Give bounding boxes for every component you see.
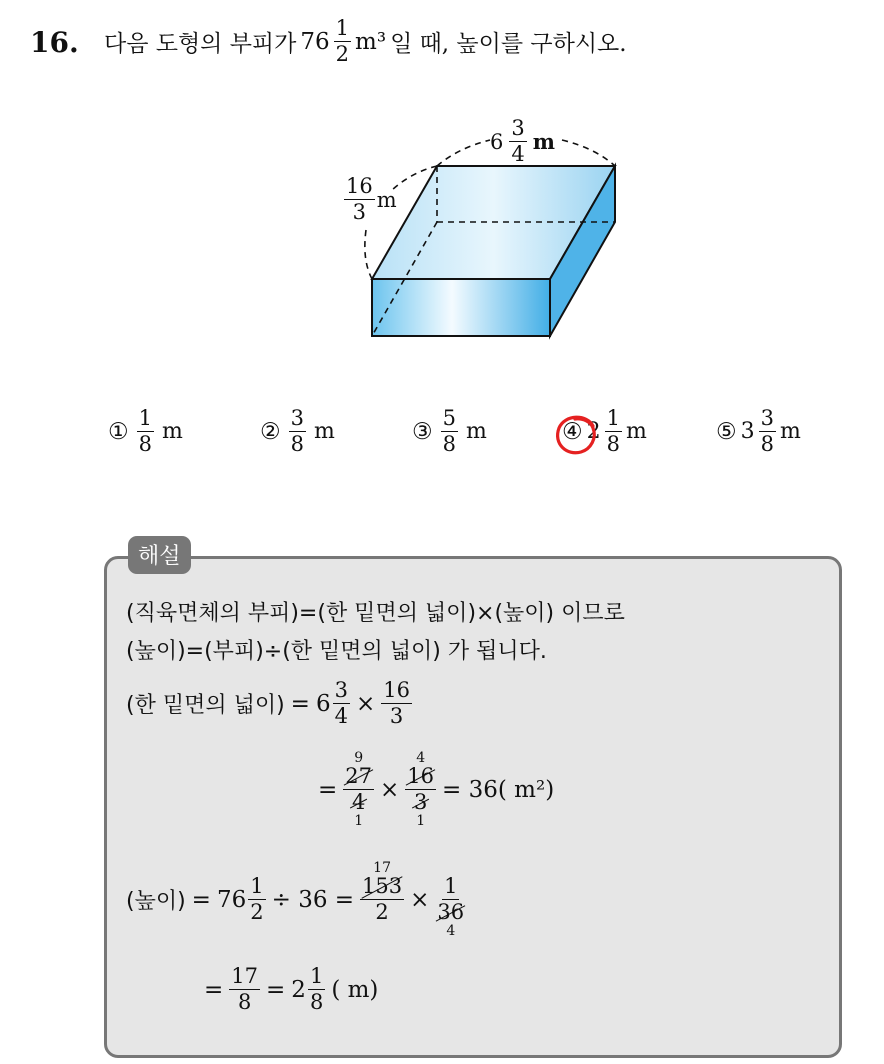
solution-line-4: = 9 $\frac{27}{4}$ 1 × 4 $\frac{16}{3}$ 1 = 36( m²): [318, 750, 555, 829]
question-number: 16.: [30, 26, 79, 59]
depth-label: $\frac{16}{3}$ m: [346, 174, 397, 224]
width-label: 6 $\frac{3}{4}$ m: [490, 116, 555, 166]
volume-unit: m³: [355, 28, 387, 55]
solution-line-1: (직육면체의 부피)=(한 밑면의 넓이)×(높이) 이므로: [126, 601, 625, 626]
option-2[interactable]: ② $\frac{3}{8}$ m: [260, 406, 335, 456]
volume-fraction: $\frac{1}{2}$: [335, 16, 350, 66]
solution-line-6: = $\frac{17}{8}$ = 2 $\frac{1}{8}$ ( m): [204, 964, 379, 1014]
question-text: [104, 18, 627, 65]
cuboid-figure: [330, 110, 630, 350]
option-1[interactable]: ① $\frac{1}{8}$ m: [108, 406, 183, 456]
solution-line-3: (한 밑면의 넓이) = 6 $\frac{3}{4}$ × $\frac{16}{3}$: [126, 678, 410, 728]
question-text-before: 다음 도형의 부피가: [104, 31, 297, 57]
solution-tag: 해설: [128, 536, 191, 574]
option-4[interactable]: ④ 2 $\frac{1}{8}$ m: [562, 406, 647, 456]
volume-whole: 76: [300, 28, 330, 55]
question-text-after: 일 때, 높이를 구하시오.: [390, 31, 627, 57]
solution-line-5: (높이) = 76 $\frac{1}{2}$ ÷ 36 = 17 $\frac{153}{2}$ × $\frac{1}{36}$ 4: [126, 860, 465, 939]
option-5[interactable]: ⑤ 3 $\frac{3}{8}$ m: [716, 406, 801, 456]
option-3[interactable]: ③ $\frac{5}{8}$ m: [412, 406, 487, 456]
selected-answer-circle-icon: [553, 412, 599, 458]
solution-line-2: (높이)=(부피)÷(한 밑면의 넓이) 가 됩니다.: [126, 639, 547, 664]
